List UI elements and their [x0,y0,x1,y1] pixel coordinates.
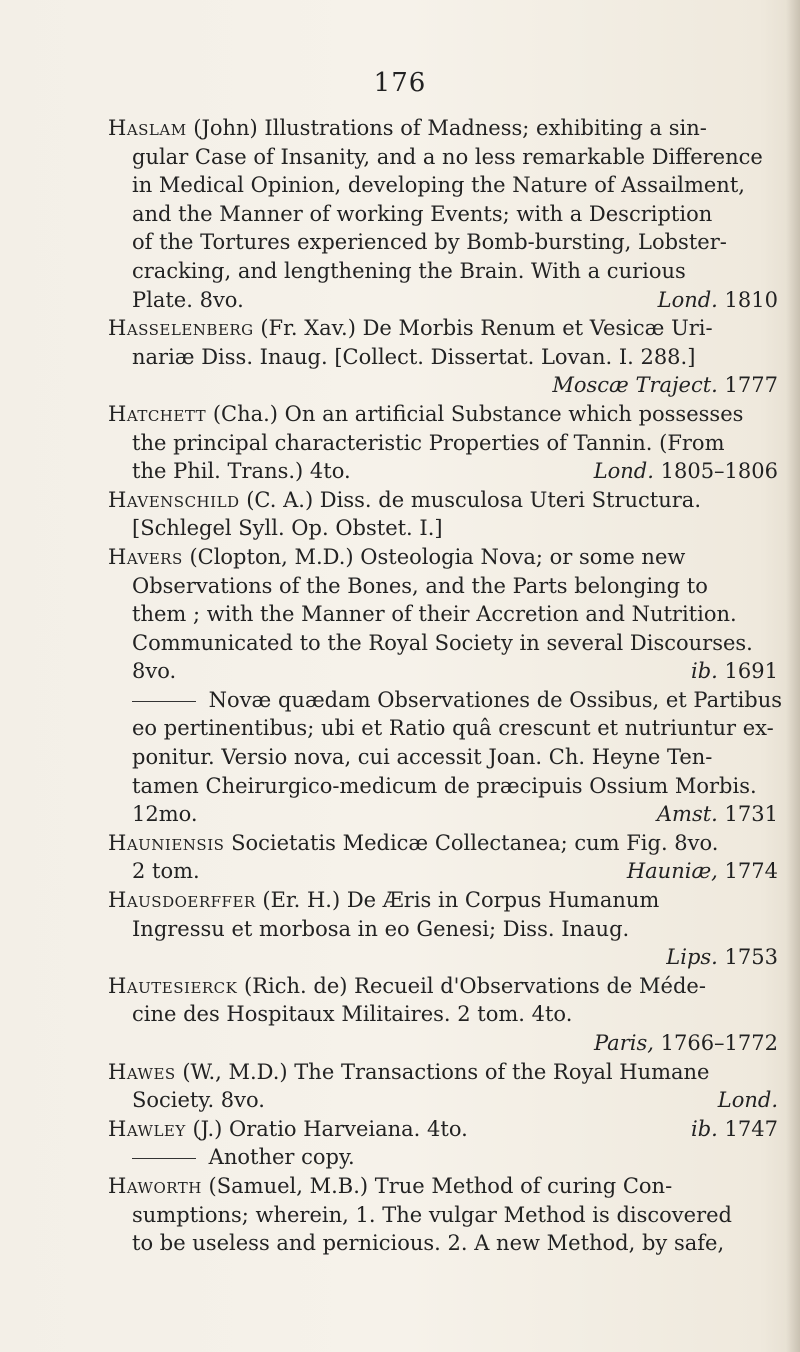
bibliography-entries [108,114,788,1258]
entry-imprint [108,943,788,972]
entry-line: ponitur. Versio nova, cui accessit Joan. Ch. Heyne Ten- [132,745,713,770]
imprint-year: 1747 [724,1116,778,1141]
entry-line: Hauniensis Societatis Medicæ Collectanea; cum Fig. 8vo. [108,830,719,855]
entry-hawley [108,1115,788,1144]
entry-hausdoerffer [108,886,788,972]
entry-line: Communicated to the Royal Society in several Discourses. [132,630,753,655]
entry-line: tamen Cheirurgico-medicum de præcipuis Ossium Morbis. [132,773,757,798]
entry-line: nariæ Diss. Inaug. [Collect. Dissertat. Lovan. I. 288.] [132,344,696,369]
entry-havenschild [108,486,788,543]
entry-line-with-imprint: 2 tom. Hauniæ, 1774 [132,859,778,884]
imprint-place: Moscæ Traject. [552,373,718,398]
ditto-dash [132,1158,196,1159]
entry-line: sumptions; wherein, 1. The vulgar Method is discovered [132,1202,732,1227]
entry-haworth [108,1172,788,1258]
entry-heading: Hausdoerffer [108,888,256,913]
entry-heading: Hawes [108,1059,176,1084]
imprint-year: 1805–1806 [660,459,778,484]
entry-hatchett [108,400,788,486]
entry-line: Hautesierck (Rich. de) Recueil d'Observations de Méde- [108,973,706,998]
entry-imprint [108,371,788,400]
entry-heading: Hawley [108,1116,186,1141]
entry-haslam [108,114,788,314]
entry-heading: Hatchett [108,401,207,426]
ditto-dash [132,701,196,702]
entry-line: Haslam (John) Illustrations of Madness; exhibiting a sin- [108,116,707,140]
entry-line-with-imprint: the Phil. Trans.) 4to. Lond. 1805–1806 [132,459,778,484]
entry-heading: Hauniensis [108,830,225,855]
entry-hasselenberg [108,314,788,400]
imprint-year: 1810 [724,287,778,312]
entry-line: Hatchett (Cha.) On an artificial Substance which possesses [108,401,744,426]
entry-heading: Hautesierck [108,973,238,998]
imprint-place: Amst. [656,802,718,827]
entry-line: Havenschild (C. A.) Diss. de musculosa Uteri Structura. [108,487,701,512]
entry-hautesierck [108,972,788,1058]
imprint-year: 1691 [724,659,778,684]
imprint-year: 1753 [724,945,778,970]
entry-hawley-copy [108,1143,788,1172]
entry-line-with-imprint: 8vo. ib. 1691 [132,659,778,684]
entry-line: Hawes (W., M.D.) The Transactions of the Royal Humane [108,1059,710,1084]
entry-heading: Havenschild [108,487,240,512]
imprint-place: Lond. [593,459,654,484]
imprint-year: 1766–1772 [660,1031,778,1055]
entry-heading: Havers [108,544,183,569]
entry-line: them ; with the Manner of their Accretion and Nutrition. [132,602,737,627]
entry-line: of the Tortures experienced by Bomb-bursting, Lobster- [132,230,727,255]
entry-line-with-imprint: Hawley (J.) Oratio Harveiana. 4to. ib. 1747 [108,1116,778,1141]
imprint-year: 1731 [724,802,778,827]
entry-line: cracking, and lengthening the Brain. With a curious [132,258,686,283]
entry-hauniensis [108,829,788,886]
entry-heading: Haworth [108,1173,202,1198]
entry-line: and the Manner of working Events; with a Description [132,201,713,226]
entry-line: in Medical Opinion, developing the Nature of Assailment, [132,173,745,198]
page-number: 176 [373,68,427,98]
entry-line: cine des Hospitaux Militaires. 2 tom. 4to. [132,1002,573,1027]
entry-line: Another copy. [108,1143,788,1172]
entry-havers [108,543,788,686]
imprint-year: 1777 [724,373,778,398]
entry-heading: Haslam [108,116,187,140]
entry-line: gular Case of Insanity, and a no less remarkable Difference [132,144,763,169]
entry-imprint [108,1029,788,1058]
entry-line: Ingressu et morbosa in eo Genesi; Diss. Inaug. [132,916,630,941]
imprint-place: Hauniæ, [626,859,718,884]
imprint-place: Lond. [717,1088,778,1113]
entry-line: Observations of the Bones, and the Parts belonging to [132,573,708,598]
page-edge-shadow [786,0,800,1352]
entry-havers-novae [108,686,788,829]
entry-line-with-imprint: Plate. 8vo. Lond. 1810 [132,287,778,312]
entry-line: Novæ quædam Observationes de Ossibus, et Partibus [108,686,788,715]
entry-line: the principal characteristic Properties of Tannin. (From [132,430,725,455]
entry-line: Havers (Clopton, M.D.) Osteologia Nova; or some new [108,544,686,569]
imprint-place: Lips. [666,945,718,970]
entry-hawes [108,1058,788,1115]
entry-line: to be useless and pernicious. 2. A new Method, by safe, [132,1231,725,1256]
entry-line: Haworth (Samuel, M.B.) True Method of curing Con- [108,1173,673,1198]
imprint-place: Paris, [594,1031,654,1055]
imprint-place: Lond. [657,287,718,312]
entry-line-with-imprint: Society. 8vo. Lond. [132,1088,778,1113]
entry-line: [Schlegel Syll. Op. Obstet. I.] [132,516,443,541]
entry-line: Hasselenberg (Fr. Xav.) De Morbis Renum et Vesicæ Uri- [108,316,713,341]
imprint-place: ib. [691,659,718,684]
imprint-year: 1774 [724,859,778,884]
entry-line-with-imprint: 12mo. Amst. 1731 [132,802,778,827]
entry-line: Hausdoerffer (Er. H.) De Æris in Corpus Humanum [108,888,660,913]
entry-line: eo pertinentibus; ubi et Ratio quâ crescunt et nutriuntur ex- [132,716,774,741]
imprint-place: ib. [691,1116,718,1141]
entry-heading: Hasselenberg [108,316,254,341]
